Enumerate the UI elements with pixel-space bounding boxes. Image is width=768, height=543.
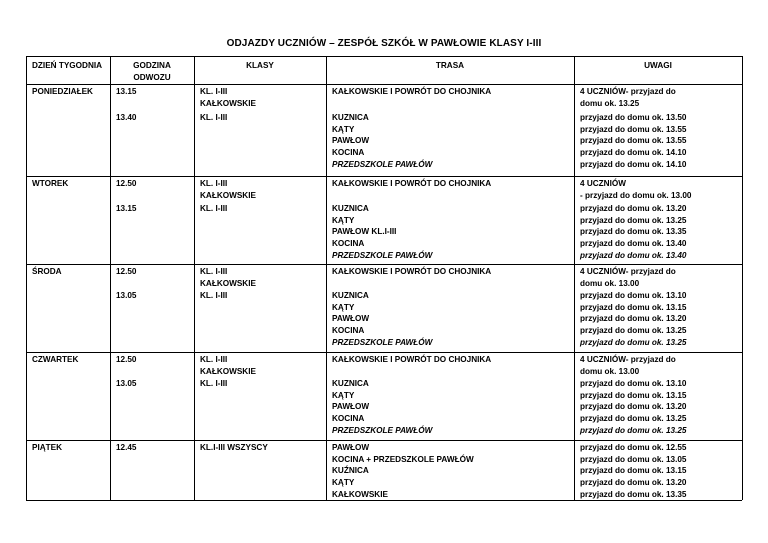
- classes-line: KL. I-III: [200, 179, 228, 188]
- classes-line: KL. I-III: [200, 379, 228, 388]
- route-cell: [332, 442, 474, 501]
- header-day: DZIEŃ TYGODNIA: [32, 61, 103, 70]
- departure-hour: 12.50: [116, 267, 137, 276]
- day-name: PONIEDZIAŁEK: [32, 87, 93, 96]
- notes-line: przyjazd do domu ok. 13.25: [580, 326, 687, 336]
- departure-hour: 13.40: [116, 113, 137, 122]
- route-cell: [332, 112, 432, 171]
- route-line: KAŁKOWSKIE I POWRÓT DO CHOJNIKA: [332, 355, 492, 364]
- notes-line: przyjazd do domu ok. 13.40: [580, 239, 687, 249]
- route-cell: [332, 290, 432, 349]
- notes-line: przyjazd do domu ok. 13.25: [580, 215, 687, 225]
- notes-line: przyjazd do domu ok. 14.10: [580, 148, 687, 158]
- notes-cell: [580, 266, 676, 289]
- route-line: KAŁKOWSKIE I POWRÓT DO CHOJNIKA: [332, 87, 492, 96]
- route-line: KĄTY: [332, 215, 355, 225]
- departure-hour: 13.15: [116, 87, 137, 96]
- route-line: PRZEDSZKOLE PAWŁÓW: [332, 425, 433, 435]
- classes-line: KL. I-III: [200, 204, 228, 213]
- notes-cell: [580, 354, 676, 377]
- notes-line: przyjazd do domu ok. 13.10: [580, 379, 687, 388]
- notes-cell: [580, 178, 691, 201]
- header-hour-line1: GODZINA: [133, 61, 171, 70]
- notes-cell: [580, 378, 686, 437]
- notes-line: 4 UCZNIÓW- przyjazd do: [580, 267, 676, 276]
- notes-line: przyjazd do domu ok. 14.10: [580, 159, 687, 169]
- route-line: PAWŁOW KL.I-III: [332, 227, 397, 237]
- header-route: TRASA: [435, 61, 465, 70]
- classes-cell: [200, 266, 256, 289]
- schedule-table: [26, 56, 742, 500]
- notes-line: przyjazd do domu ok. 13.20: [580, 314, 687, 324]
- notes-line: przyjazd do domu ok. 13.15: [580, 466, 687, 476]
- document-title: ODJAZDY UCZNIÓW – ZESPÓŁ SZKÓŁ W PAWŁOWIE KLASY I-III: [226, 38, 542, 49]
- route-line: PAWŁOW: [332, 443, 370, 452]
- notes-line: przyjazd do domu ok. 13.35: [580, 227, 687, 237]
- classes-line: KL. I-III: [200, 291, 228, 300]
- notes-line: domu ok. 13.00: [580, 278, 640, 288]
- notes-line: przyjazd do domu ok. 13.25: [580, 337, 687, 347]
- route-line: KAŁKOWSKIE: [332, 489, 388, 499]
- route-cell: [332, 378, 432, 437]
- classes-line: KL.I-III WSZYSCY: [200, 443, 268, 452]
- day-name: WTOREK: [32, 179, 69, 188]
- route-line: KOCINA: [332, 148, 365, 158]
- notes-line: przyjazd do domu ok. 13.15: [580, 390, 687, 400]
- header-notes: UWAGI: [644, 61, 672, 70]
- route-cell: [332, 203, 432, 262]
- notes-line: przyjazd do domu ok. 13.50: [580, 113, 687, 122]
- route-line: KĄTY: [332, 124, 355, 134]
- notes-line: przyjazd do domu ok. 13.20: [580, 402, 687, 412]
- classes-cell: [200, 86, 256, 109]
- route-line: KUZNICA: [332, 204, 369, 213]
- route-line: PAWŁOW: [332, 402, 370, 412]
- notes-line: domu ok. 13.00: [580, 366, 640, 376]
- classes-line: KAŁKOWSKIE: [200, 190, 256, 200]
- notes-cell: [580, 112, 686, 171]
- notes-cell: [580, 442, 686, 501]
- route-line: PAWŁOW: [332, 136, 370, 146]
- day-name: CZWARTEK: [32, 355, 79, 364]
- departure-hour: 13.05: [116, 379, 137, 388]
- route-line: KOCINA + PRZEDSZKOLE PAWŁÓW: [332, 454, 474, 464]
- notes-line: przyjazd do domu ok. 13.20: [580, 478, 687, 488]
- route-line: KAŁKOWSKIE I POWRÓT DO CHOJNIKA: [332, 179, 492, 188]
- route-line: KOCINA: [332, 326, 365, 336]
- departure-hour: 13.05: [116, 291, 137, 300]
- route-line: KUZNICA: [332, 379, 369, 388]
- header-classes: KLASY: [246, 61, 274, 70]
- classes-line: KAŁKOWSKIE: [200, 366, 256, 376]
- notes-cell: [580, 290, 686, 349]
- route-line: KAŁKOWSKIE I POWRÓT DO CHOJNIKA: [332, 267, 492, 276]
- notes-cell: [580, 86, 676, 109]
- notes-line: przyjazd do domu ok. 13.55: [580, 136, 687, 146]
- departure-hour: 12.50: [116, 355, 137, 364]
- notes-line: domu ok. 13.25: [580, 98, 640, 108]
- notes-line: 4 UCZNIÓW- przyjazd do: [580, 87, 676, 96]
- classes-cell: [200, 354, 256, 377]
- route-line: PAWŁOW: [332, 314, 370, 324]
- route-line: PRZEDSZKOLE PAWŁÓW: [332, 250, 433, 260]
- classes-line: KL. I-III: [200, 87, 228, 96]
- day-name: ŚRODA: [32, 267, 62, 276]
- header-hour: [110, 60, 194, 83]
- notes-line: przyjazd do domu ok. 13.05: [580, 454, 687, 464]
- notes-line: przyjazd do domu ok. 13.35: [580, 489, 687, 499]
- route-line: KOCINA: [332, 414, 365, 424]
- notes-line: przyjazd do domu ok. 12.55: [580, 443, 687, 452]
- route-line: PRZEDSZKOLE PAWŁÓW: [332, 337, 433, 347]
- route-line: KUZNICA: [332, 291, 369, 300]
- classes-line: KAŁKOWSKIE: [200, 98, 256, 108]
- notes-cell: [580, 203, 686, 262]
- header-hour-line2: ODWOZU: [133, 72, 171, 82]
- classes-line: KL. I-III: [200, 267, 228, 276]
- notes-line: przyjazd do domu ok. 13.25: [580, 414, 687, 424]
- notes-line: przyjazd do domu ok. 13.55: [580, 124, 687, 134]
- route-line: KĄTY: [332, 302, 355, 312]
- departure-hour: 13.15: [116, 204, 137, 213]
- route-line: KĄTY: [332, 390, 355, 400]
- notes-line: przyjazd do domu ok. 13.25: [580, 425, 687, 435]
- classes-line: KAŁKOWSKIE: [200, 278, 256, 288]
- notes-line: - przyjazd do domu ok. 13.00: [580, 190, 692, 200]
- route-line: KUZNICA: [332, 113, 369, 122]
- notes-line: przyjazd do domu ok. 13.10: [580, 291, 687, 300]
- departure-hour: 12.50: [116, 179, 137, 188]
- day-name: PIĄTEK: [32, 443, 63, 452]
- classes-cell: [200, 178, 256, 201]
- route-line: KOCINA: [332, 239, 365, 249]
- departure-hour: 12.45: [116, 443, 137, 452]
- notes-line: 4 UCZNIÓW- przyjazd do: [580, 355, 676, 364]
- notes-line: przyjazd do domu ok. 13.15: [580, 302, 687, 312]
- route-line: KUŹNICA: [332, 466, 369, 476]
- route-line: KĄTY: [332, 478, 355, 488]
- notes-line: 4 UCZNIÓW: [580, 179, 626, 188]
- classes-line: KL. I-III: [200, 113, 228, 122]
- notes-line: przyjazd do domu ok. 13.20: [580, 204, 687, 213]
- classes-line: KL. I-III: [200, 355, 228, 364]
- route-line: PRZEDSZKOLE PAWŁÓW: [332, 159, 433, 169]
- notes-line: przyjazd do domu ok. 13.40: [580, 250, 687, 260]
